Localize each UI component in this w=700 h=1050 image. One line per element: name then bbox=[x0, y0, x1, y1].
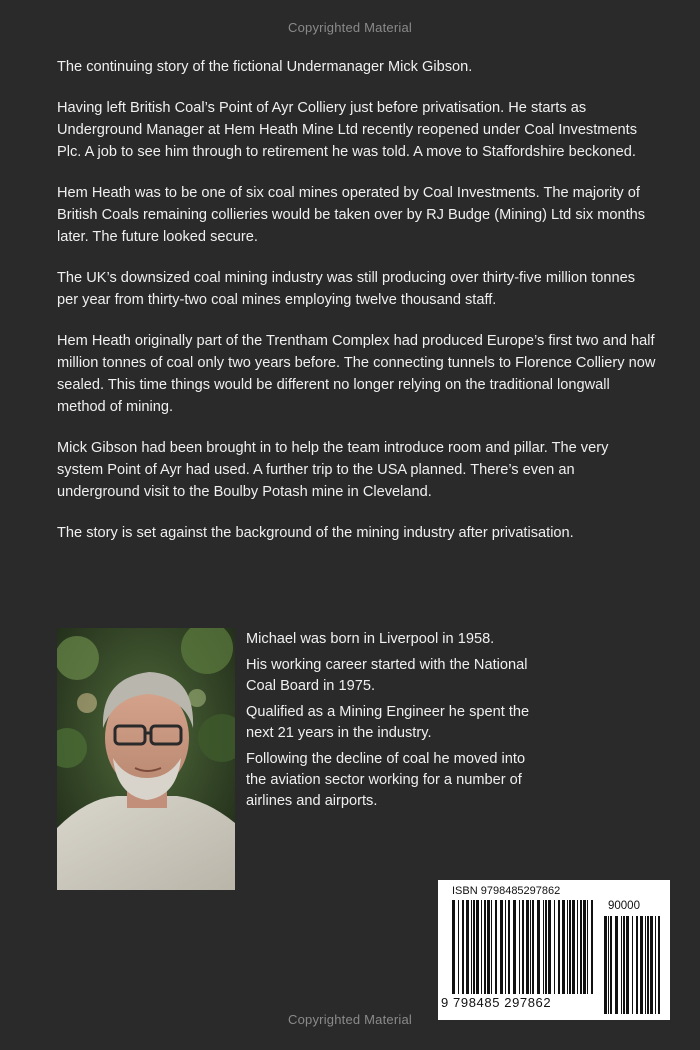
bio-line: His working career started with the National Coal Board in 1975. bbox=[246, 657, 528, 694]
back-cover-blurb bbox=[57, 56, 657, 563]
isbn-barcode bbox=[438, 880, 670, 1020]
copyright-watermark-top: Copyrighted Material bbox=[288, 20, 412, 35]
blurb-paragraph: The story is set against the background of the mining industry after privatisation. bbox=[57, 525, 574, 541]
isbn-label: ISBN 9798485297862 bbox=[452, 885, 561, 897]
blurb-paragraph: The continuing story of the fictional Undermanager Mick Gibson. bbox=[57, 59, 473, 75]
bio-line: Qualified as a Mining Engineer he spent the next 21 years in the industry. bbox=[246, 704, 530, 741]
blurb-paragraph: Mick Gibson had been brought in to help the team introduce room and pillar. The very system Point of Ayr had used. A further trip to the USA planned. There’s even an underground visit to the Boulby Potash mine in Cleveland. bbox=[57, 440, 609, 500]
author-photo bbox=[57, 628, 235, 890]
barcode-digits: 9 798485 297862 bbox=[441, 995, 552, 1010]
author-bio bbox=[246, 629, 536, 817]
blurb-paragraph: Hem Heath originally part of the Trentham Complex had produced Europe’s first two and half million tonnes of coal only two years before. The connecting tunnels to Florence Colliery now sealed. This time things would be different no longer relying on the traditional longwall method of mining. bbox=[57, 333, 656, 415]
copyright-watermark-bottom: Copyrighted Material bbox=[288, 1012, 412, 1027]
bio-line: Following the decline of coal he moved into the aviation sector working for a number of airlines and airports. bbox=[246, 751, 526, 809]
addon-number: 90000 bbox=[608, 900, 640, 912]
blurb-paragraph: The UK’s downsized coal mining industry was still producing over thirty-five million tonnes per year from thirty-two coal mines employing twelve thousand staff. bbox=[57, 270, 636, 308]
bio-line: Michael was born in Liverpool in 1958. bbox=[246, 631, 495, 647]
blurb-paragraph: Having left British Coal’s Point of Ayr Colliery just before privatisation. He starts as Underground Manager at Hem Heath Mine Ltd recently reopened under Coal Investments Plc. A job to see him through to retirement he was told. A move to Staffordshire beckoned. bbox=[57, 100, 638, 160]
blurb-paragraph: Hem Heath was to be one of six coal mines operated by Coal Investments. The majority of British Coals remaining collieries would be taken over by RJ Budge (Mining) Ltd six months later. The future looked secure. bbox=[57, 185, 646, 245]
